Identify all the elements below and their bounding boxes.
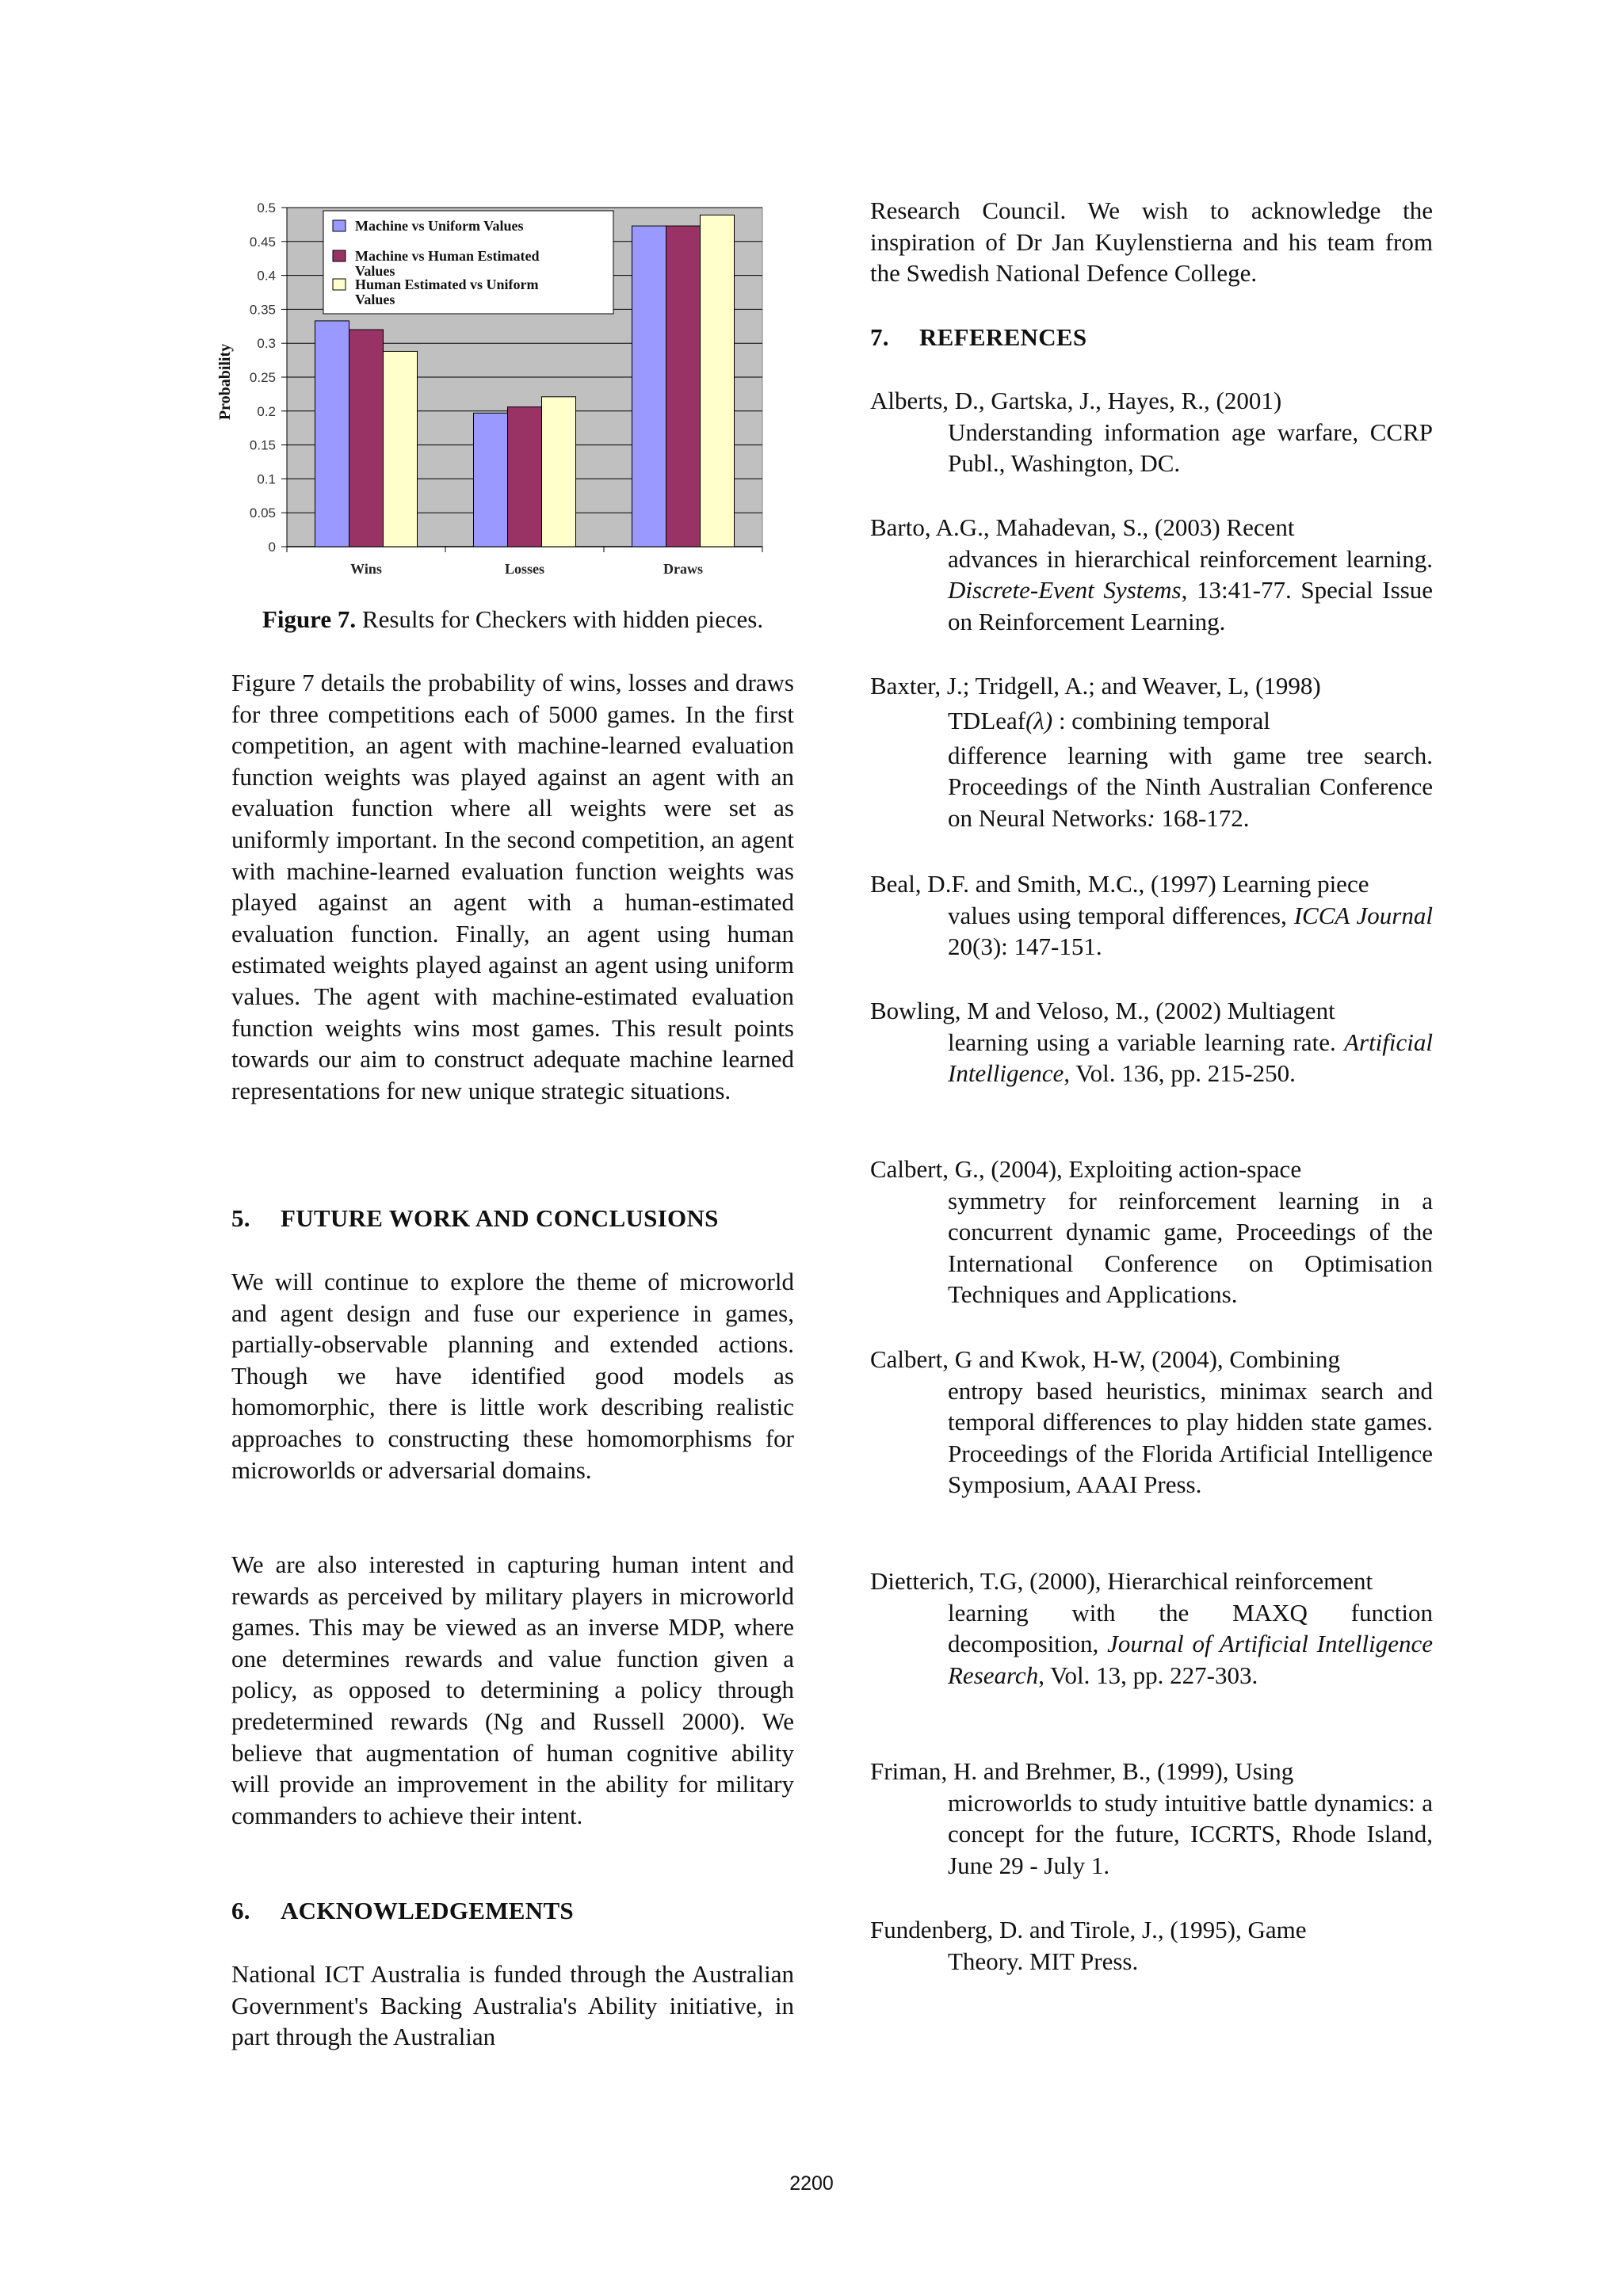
reference-fundenberg bbox=[870, 1914, 1433, 1977]
bar-chart-svg bbox=[208, 193, 778, 582]
section-number: 7. bbox=[870, 323, 889, 351]
y-tick-label: 0.5 bbox=[257, 200, 276, 215]
reference-continuation bbox=[870, 1597, 1433, 1691]
reference-continuation: symmetry for reinforcement learning in a concurrent dynamic game, Proceedings of the International Conference on Optimisation Techniques and Applications. bbox=[948, 1186, 1433, 1309]
ref-text: TDLeaf bbox=[948, 706, 1026, 734]
reference-continuation: entropy based heuristics, minimax search and temporal differences to play hidden state games. Proceedings of the Florida Artificial Intelligence Symposium, AAAI Press. bbox=[948, 1376, 1433, 1499]
section-heading-acknowledgements bbox=[231, 1895, 574, 1927]
reference-first-line: Bowling, M and Veloso, M., (2002) Multiagent bbox=[870, 997, 1335, 1024]
reference-baxter bbox=[870, 670, 1433, 833]
y-tick-label: 0.3 bbox=[257, 336, 276, 352]
ref-journal: Journal of Artificial Intelligence Research bbox=[948, 1630, 1433, 1689]
ref-text: Vol. 136, pp. 215-250. bbox=[1070, 1059, 1296, 1088]
reference-continuation bbox=[870, 702, 1433, 740]
bar-losses-series-2 bbox=[508, 407, 542, 547]
reference-first-line: Dietterich, T.G, (2000), Hierarchical reinforcement bbox=[870, 1567, 1373, 1595]
reference-first-line: Beal, D.F. and Smith, M.C., (1997) Learning piece bbox=[870, 870, 1369, 898]
legend-label-series-1: Machine vs Uniform Values bbox=[355, 218, 524, 234]
reference-calbert-kwok bbox=[870, 1344, 1433, 1501]
reference-bowling bbox=[870, 995, 1433, 1089]
reference-continuation bbox=[870, 543, 1433, 638]
y-tick-label: 0.4 bbox=[257, 268, 276, 284]
reference-dietterich bbox=[870, 1566, 1433, 1691]
bar-draws-series-2 bbox=[666, 226, 701, 547]
bar-wins-series-3 bbox=[384, 351, 418, 547]
y-tick-label: 0.05 bbox=[249, 505, 276, 521]
reference-continuation: microworlds to study intuitive battle dynamics: a concept for the future, ICCRTS, Rhode Island, June 29 - July 1. bbox=[948, 1788, 1433, 1879]
reference-friman bbox=[870, 1756, 1433, 1881]
legend-swatch-series-2 bbox=[333, 250, 346, 261]
ref-journal: ICCA Journal bbox=[1293, 901, 1433, 929]
reference-calbert-2004 bbox=[870, 1154, 1433, 1310]
reference-continuation: Theory. MIT Press. bbox=[948, 1947, 1139, 1975]
ref-journal: Artificial Intelligence, bbox=[948, 1028, 1433, 1088]
reference-continuation bbox=[870, 900, 1433, 963]
section-number: 5. bbox=[231, 1204, 250, 1232]
ref-journal: Discrete-Event Systems bbox=[948, 576, 1182, 605]
reference-continuation: Understanding information age warfare, CCRP Publ., Washington, DC. bbox=[948, 418, 1433, 478]
bar-wins-series-1 bbox=[315, 321, 349, 547]
x-tick-label: Losses bbox=[504, 561, 545, 577]
section-title: FUTURE WORK AND CONCLUSIONS bbox=[281, 1204, 719, 1232]
y-tick-label: 0 bbox=[268, 540, 276, 555]
paragraph-human-intent: We are also interested in capturing human intent and rewards as perceived by military players in microworld games. This may be viewed as an inverse MDP, where one determines rewards and value function given a policy, as opposed to determining a policy through predetermined rewards (Ng and Russell 2000). We believe that augmentation of human cognitive ability will provide an improvement in the ability for military commanders to achieve their intent. bbox=[231, 1550, 794, 1829]
legend-swatch-series-1 bbox=[333, 220, 346, 231]
y-tick-label: 0.2 bbox=[257, 403, 276, 419]
reference-continuation bbox=[870, 1027, 1433, 1089]
bar-wins-series-2 bbox=[349, 330, 384, 547]
legend-swatch-series-3 bbox=[333, 279, 346, 290]
ref-text: learning with the MAXQ function decomposition, bbox=[948, 1598, 1433, 1658]
page-number: 2200 bbox=[789, 2172, 834, 2195]
ref-text: : bbox=[1147, 803, 1155, 832]
ref-text: , 13:41-77. Special Issue on Reinforcement Learning. bbox=[948, 576, 1434, 635]
reference-barto bbox=[870, 512, 1433, 637]
legend-label-series-2: Machine vs Human Estimated Values bbox=[355, 248, 540, 279]
section-number: 6. bbox=[231, 1897, 250, 1924]
y-tick-label: 0.35 bbox=[249, 302, 276, 318]
reference-continuation bbox=[870, 740, 1433, 834]
y-tick-label: 0.45 bbox=[249, 234, 276, 250]
reference-alberts bbox=[870, 385, 1433, 479]
section-title: ACKNOWLEDGEMENTS bbox=[281, 1897, 574, 1924]
bar-draws-series-3 bbox=[701, 215, 735, 547]
y-tick-label: 0.15 bbox=[249, 437, 276, 453]
figure-caption bbox=[231, 604, 794, 635]
paragraph-acknowledgements: National ICT Australia is funded through the Australian Government's Backing Australia's Ability initiative, in part through the Australian bbox=[231, 1960, 794, 2051]
y-tick-label: 0.1 bbox=[257, 471, 276, 487]
ref-text: difference learning with game tree search. Proceedings of the Ninth Australian Conference on Neural Networks bbox=[948, 741, 1433, 832]
ref-text: learning using a variable learning rate. bbox=[948, 1028, 1345, 1056]
section-title: REFERENCES bbox=[919, 323, 1087, 351]
figure-7-chart bbox=[208, 193, 778, 582]
section-heading-references bbox=[870, 322, 1086, 353]
ref-lambda: (λ) bbox=[1025, 706, 1053, 734]
reference-first-line: Friman, H. and Brehmer, B., (1999), Using bbox=[870, 1757, 1294, 1785]
ref-text: 20(3): 147-151. bbox=[948, 933, 1102, 961]
x-tick-label: Wins bbox=[350, 561, 382, 577]
paragraph-acknowledgements-cont: Research Council. We wish to acknowledge the inspiration of Dr Jan Kuylenstierna and his team from the Swedish National Defence College. bbox=[870, 196, 1433, 288]
reference-first-line: Calbert, G., (2004), Exploiting action-space bbox=[870, 1155, 1302, 1183]
ref-text: : combining temporal bbox=[1052, 706, 1270, 734]
paragraph-future-work: We will continue to explore the theme of microworld and agent design and fuse our experience in games, partially-observable planning and extended actions. Though we have identified good models as homomorphic, there is little work describing realistic approaches to constructing these homomorphisms for microworlds or adversarial domains. bbox=[231, 1268, 794, 1484]
y-tick-label: 0.25 bbox=[249, 370, 276, 385]
reference-first-line: Baxter, J.; Tridgell, A.; and Weaver, L, (1998) bbox=[870, 672, 1321, 700]
bar-draws-series-1 bbox=[632, 226, 666, 547]
ref-text: advances in hierarchical reinforcement learning. bbox=[948, 544, 1433, 573]
y-axis-label: Probability bbox=[216, 343, 234, 421]
reference-beal bbox=[870, 868, 1433, 963]
reference-first-line: Fundenberg, D. and Tirole, J., (1995), Game bbox=[870, 1916, 1307, 1943]
ref-text: 168-172. bbox=[1155, 803, 1250, 832]
reference-first-line: Calbert, G and Kwok, H-W, (2004), Combining bbox=[870, 1345, 1340, 1373]
section-heading-future-work bbox=[231, 1203, 719, 1234]
bar-losses-series-1 bbox=[474, 413, 508, 547]
x-tick-label: Draws bbox=[663, 561, 703, 577]
ref-text: values using temporal differences, bbox=[948, 901, 1294, 929]
figure-caption-text: Results for Checkers with hidden pieces. bbox=[356, 605, 764, 633]
reference-first-line: Barto, A.G., Mahadevan, S., (2003) Recent bbox=[870, 513, 1295, 541]
figure-caption-label: Figure 7. bbox=[262, 605, 357, 633]
reference-first-line: Alberts, D., Gartska, J., Hayes, R., (2001) bbox=[870, 387, 1282, 414]
legend-label-series-3: Human Estimated vs Uniform Values bbox=[355, 277, 539, 307]
paragraph-figure-discussion: Figure 7 details the probability of wins, losses and draws for three competitions each of 5000 games. In the first competition, an agent with machine-learned evaluation function weights was played against an agent with an evaluation function where all weights were set as uniformly important. In the second competition, an agent with machine-learned evaluation function weights was played against an agent with a human-estimated evaluation function. Finally, an agent using human estimated weights played against an agent using uniform values. The agent with machine-estimated evaluation function weights wins most games. This result points towards our aim to construct adequate machine learned representations for new unique strategic situations. bbox=[231, 669, 794, 1104]
bar-losses-series-3 bbox=[542, 397, 576, 547]
ref-text: , Vol. 13, pp. 227-303. bbox=[1038, 1661, 1258, 1689]
